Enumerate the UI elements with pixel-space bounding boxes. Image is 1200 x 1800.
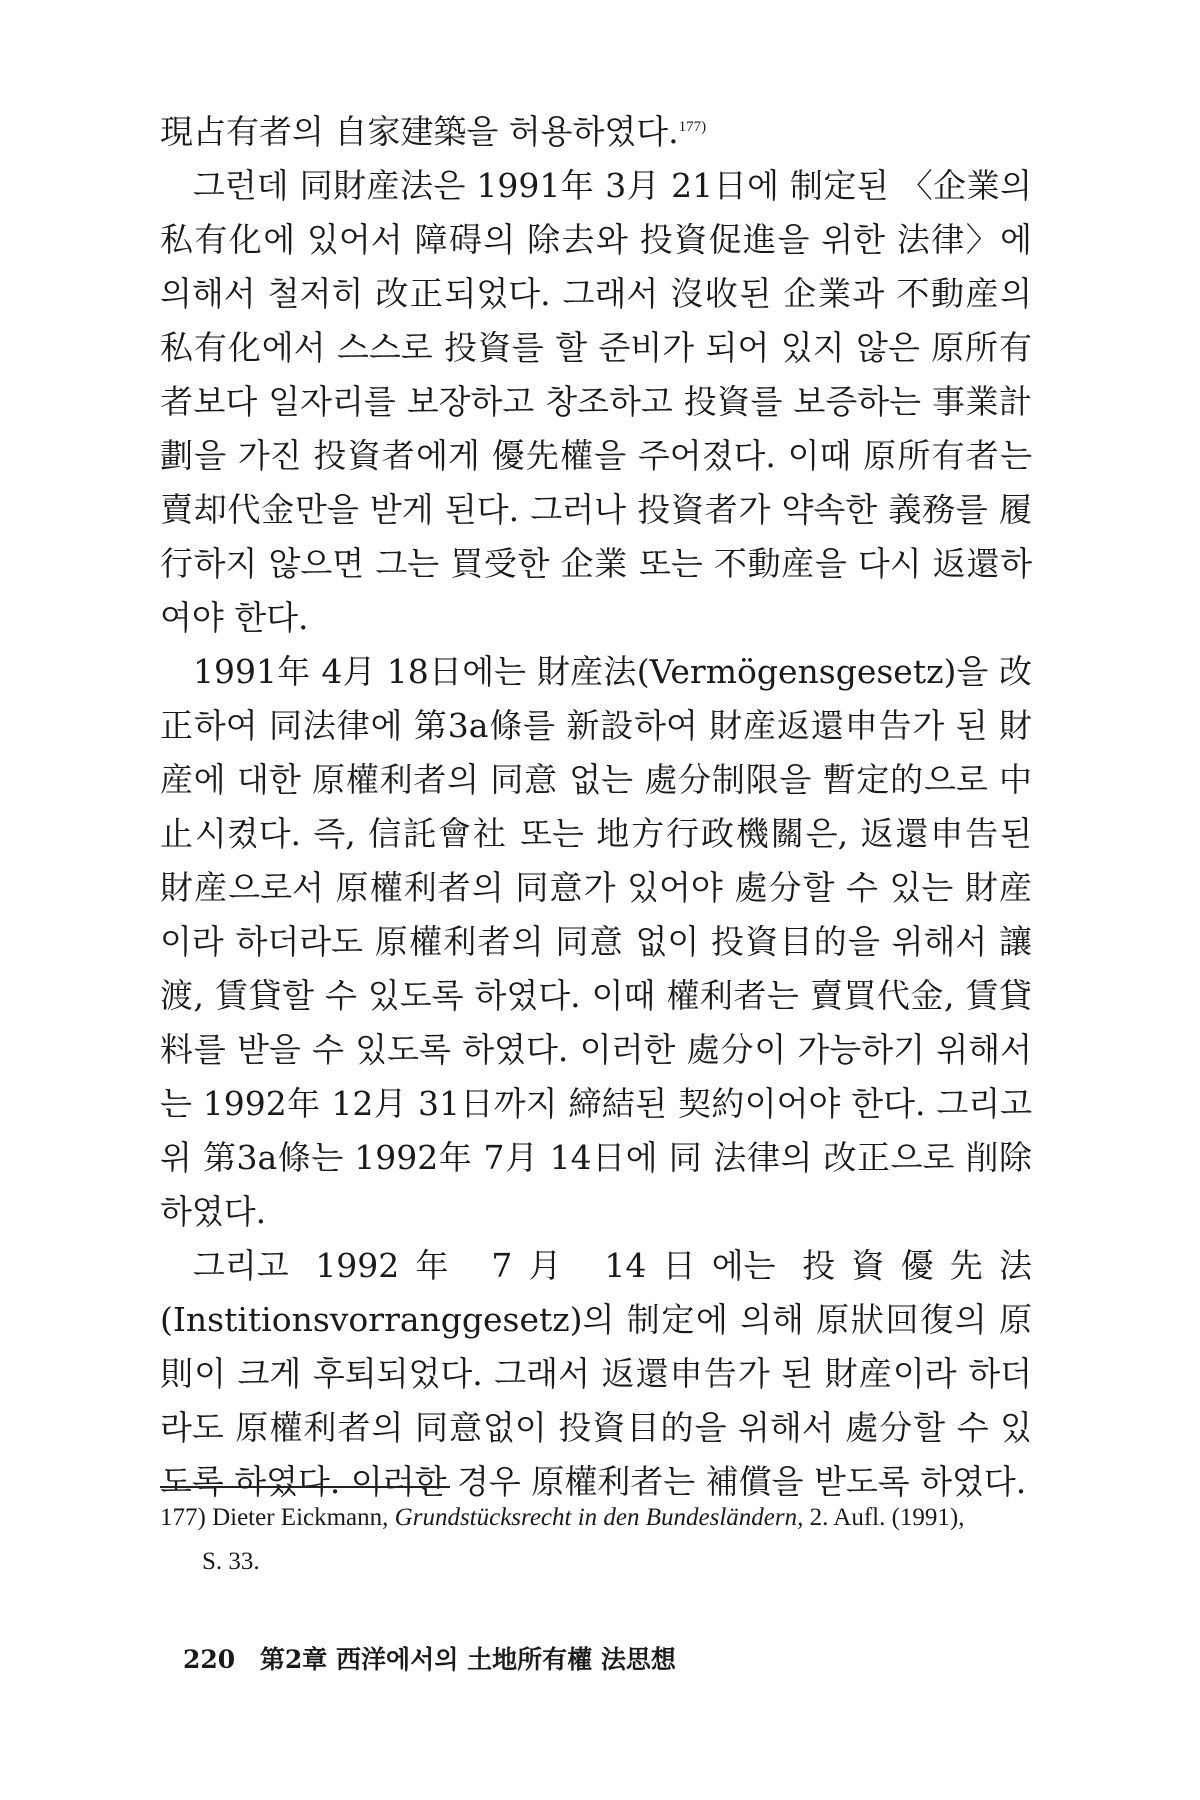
paragraph-1-text: 現占有者의 自家建築을 허용하였다.	[160, 112, 679, 151]
page-number: 220	[183, 1645, 236, 1674]
paragraph-1	[160, 105, 1032, 159]
footnote-number: 177)	[160, 1504, 206, 1531]
footnote-divider	[160, 1486, 450, 1488]
footnote-edition: 2. Aufl. (1991),	[809, 1504, 965, 1531]
paragraph-4: 그리고 1992年 7月 14日에는 投資優先法(Institionsvorranggesetz)의 制定에 의해 原狀回復의 原則이 크게 후퇴되었다. 그래서 返還申告가 된 財産이라 하더라도 原權利者의 同意없이 投資目的을 위해서 處分할 수 있도록 하였다. 이러한 경우 原權利者는 補償을 받도록 하였다.	[160, 1246, 1032, 1501]
footnote	[160, 1496, 1032, 1584]
chapter-title: 西洋에서의 土地所有權 法思想	[336, 1645, 676, 1674]
footnote-author: Dieter Eickmann,	[212, 1504, 389, 1531]
chapter-number: 第2章	[259, 1645, 328, 1674]
paragraph-3: 1991年 4月 18日에는 財産法(Vermögensgesetz)을 改正하여 同法律에 第3a條를 新設하여 財産返還申告가 된 財産에 대한 原權利者의 同意 없는 處分制限을 暫定的으로 中止시켰다. 즉, 信託會社 또는 地方行政機關은, 返還申告된 財産으로서 原權利者의 同意가 있어야 處分할 수 있는 財産이라 하더라도 原權利者의 同意 없이 投資目的을 위해서 讓渡, 賃貸할 수 있도록 하였다. 이때 權利者는 賣買代金, 賃貸料를 받을 수 있도록 하였다. 이러한 處分이 가능하기 위해서는 1992年 12月 31日까지 締結된 契約이어야 한다. 그리고 위 第3a條는 1992年 7月 14日에 同 法律의 改正으로 削除하였다.	[160, 652, 1032, 1231]
paragraph-2: 그런데 同財産法은 1991年 3月 21日에 制定된 〈企業의 私有化에 있어서 障碍의 除去와 投資促進을 위한 法律〉에 의해서 철저히 改正되었다. 그래서 沒收된 企業과 不動産의 私有化에서 스스로 投資를 할 준비가 되어 있지 않은 原所有者보다 일자리를 보장하고 창조하고 投資를 보증하는 事業計劃을 가진 投資者에게 優先權을 주어졌다. 이때 原所有者는 賣却代金만을 받게 된다. 그러나 投資者가 약속한 義務를 履行하지 않으면 그는 買受한 企業 또는 不動産을 다시 返還하여야 한다.	[160, 166, 1032, 637]
footnote-reference: 177)	[678, 119, 707, 135]
footnote-title: Grundstücksrecht in den Bundesländern,	[394, 1504, 804, 1531]
running-footer	[183, 1640, 676, 1676]
body-text	[160, 105, 1032, 1509]
footnote-page: S. 33.	[202, 1548, 260, 1575]
